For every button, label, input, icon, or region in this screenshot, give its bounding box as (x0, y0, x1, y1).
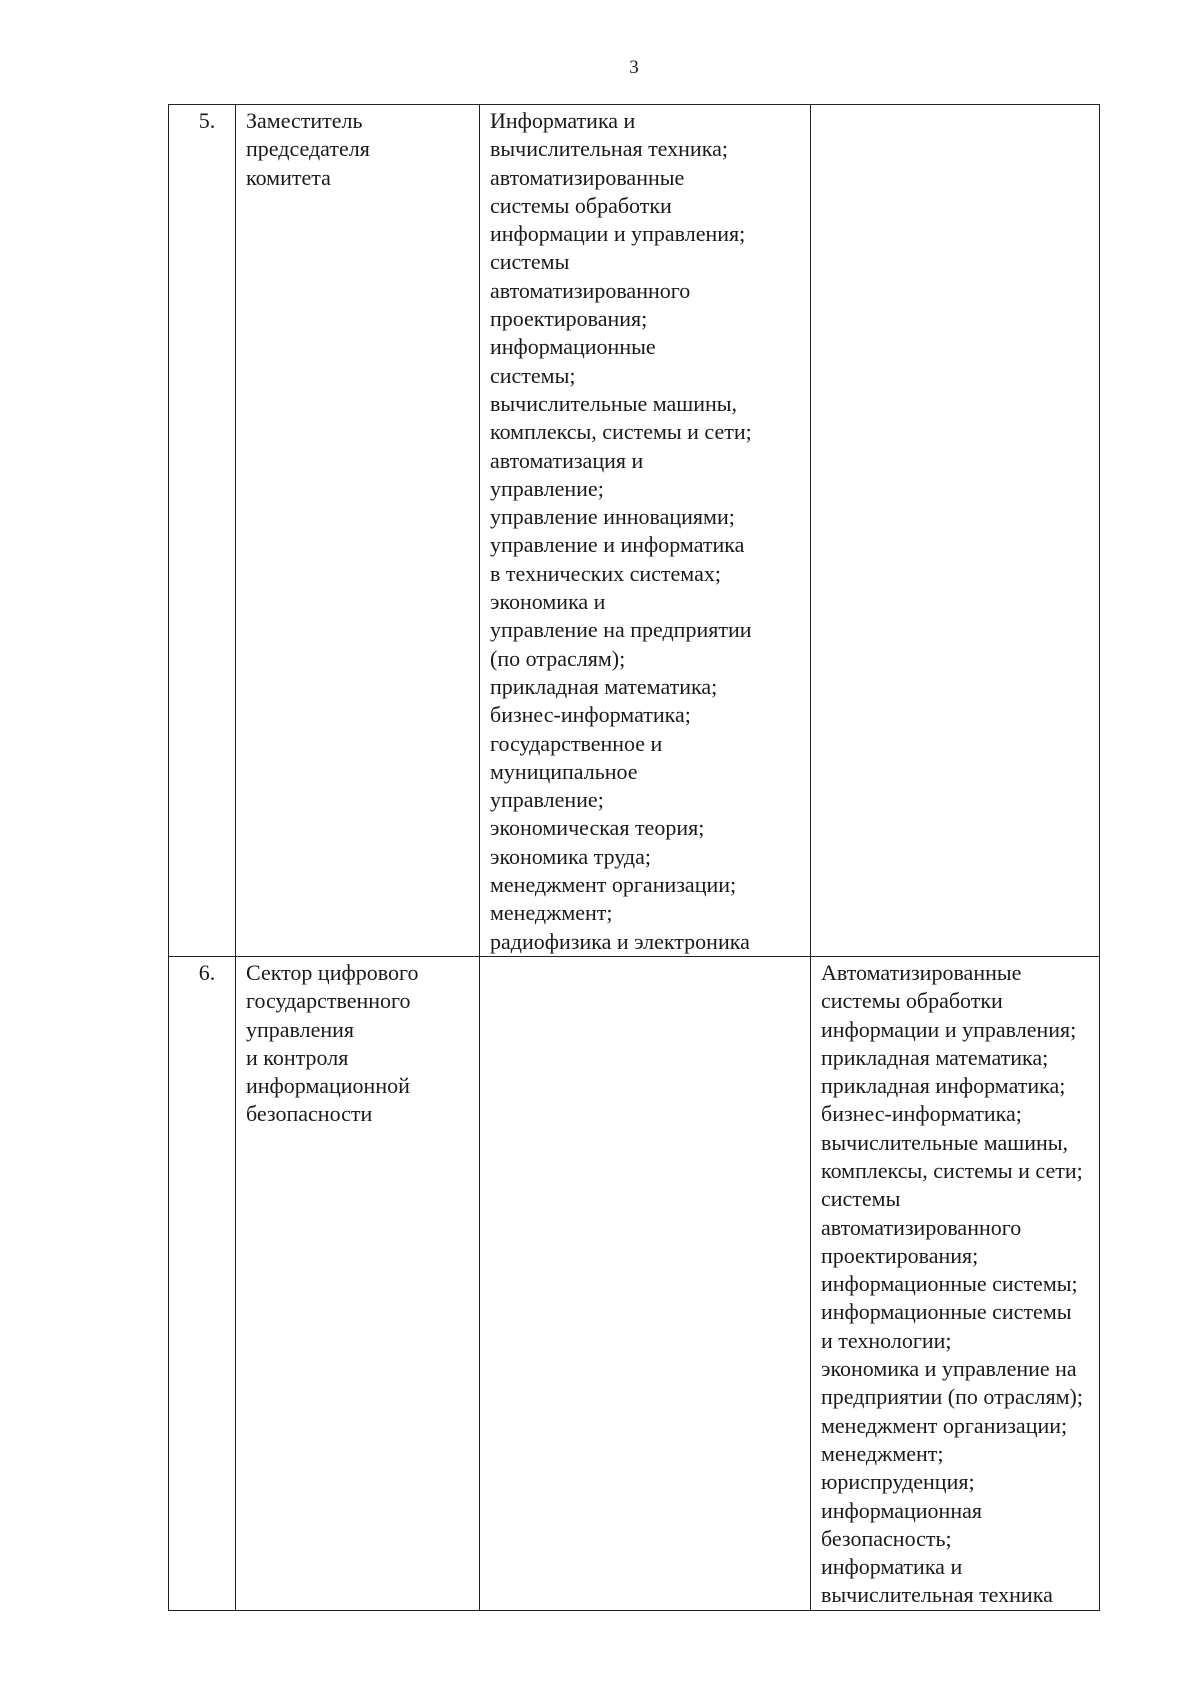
specialty-line: и технологии; (821, 1327, 952, 1353)
specialty-line: вычислительная техника; (490, 136, 728, 162)
position-line: безопасности (246, 1101, 373, 1127)
specialty-line: проектирования; (821, 1242, 979, 1268)
position-line: комитета (246, 164, 331, 190)
specialty-line: экономика труда; (490, 843, 651, 869)
specialty-line: предприятии (по отраслям); (821, 1384, 1083, 1410)
position-cell (236, 956, 480, 1610)
specialty-line: бизнес-информатика; (821, 1101, 1022, 1127)
specialty-line: экономическая теория; (490, 815, 705, 841)
specialty-line: Автоматизированные (821, 959, 1022, 985)
specialty-line: проектирования; (490, 306, 648, 332)
specialty-line: муниципальное (490, 758, 638, 784)
position-line: государственного (246, 988, 411, 1014)
specialty-line: в технических системах; (490, 560, 721, 586)
position-line: Заместитель (246, 108, 363, 133)
specialty-line: менеджмент; (490, 900, 613, 926)
specialty-line: автоматизация и (490, 447, 644, 473)
specialty-line: менеджмент организации; (821, 1412, 1068, 1438)
row-number: 6. (169, 956, 236, 1610)
specialty-line: автоматизированного (821, 1214, 1022, 1240)
specialty-line: системы; (490, 362, 576, 388)
specialty-line: информатика и (821, 1554, 963, 1580)
specialty-line: информационные (490, 334, 656, 360)
specialty-line: управление инновациями; (490, 504, 735, 530)
specialty-line: управление и информатика (490, 532, 745, 558)
page-number: 3 (629, 57, 639, 78)
position-line: Сектор цифрового (246, 959, 419, 985)
specialty-line: вычислительная техника (821, 1582, 1053, 1608)
specialty-line: системы (490, 249, 570, 275)
specialty-line: информационная (821, 1497, 982, 1523)
specialties-cell-b (811, 956, 1100, 1610)
position-line: и контроля (246, 1044, 349, 1070)
specialty-line: управление; (490, 475, 604, 501)
specialty-line: информации и управления; (490, 221, 746, 247)
specialty-line: менеджмент организации; (490, 872, 737, 898)
positions-table (168, 104, 1100, 1611)
table-row (169, 956, 1100, 1610)
table-row (169, 105, 1100, 957)
position-line: председателя (246, 136, 370, 162)
specialty-line: безопасность; (821, 1525, 952, 1551)
position-line: информационной (246, 1073, 410, 1099)
specialty-line: экономика и (490, 589, 606, 615)
row-number: 5. (169, 105, 236, 957)
specialty-line: радиофизика и электроника (490, 928, 750, 954)
specialty-line: автоматизированного (490, 277, 691, 303)
specialty-line: прикладная математика; (490, 673, 718, 699)
specialty-line: вычислительные машины, (490, 390, 738, 416)
specialty-line: юриспруденция; (821, 1469, 975, 1495)
specialty-line: менеджмент; (821, 1440, 944, 1466)
specialty-line: системы обработки (490, 192, 672, 218)
specialties-cell-a (480, 105, 811, 957)
specialty-line: информационные системы (821, 1299, 1072, 1325)
specialty-line: Информатика и (490, 108, 636, 133)
specialty-line: системы обработки (821, 988, 1003, 1014)
specialty-line: управление на предприятии (490, 617, 752, 643)
specialty-line: прикладная математика; (821, 1044, 1049, 1070)
specialty-line: бизнес-информатика; (490, 702, 691, 728)
specialty-line: (по отраслям); (490, 645, 626, 671)
specialty-line: комплексы, системы и сети; (821, 1157, 1083, 1183)
specialty-line: комплексы, системы и сети; (490, 419, 752, 445)
specialty-line: автоматизированные (490, 164, 685, 190)
specialty-line: информационные системы; (821, 1271, 1078, 1297)
specialty-line: вычислительные машины, (821, 1129, 1069, 1155)
specialties-cell-a (480, 956, 811, 1610)
position-cell (236, 105, 480, 957)
specialty-line: системы (821, 1186, 901, 1212)
specialty-line: экономика и управление на (821, 1356, 1077, 1382)
specialty-line: информации и управления; (821, 1016, 1077, 1042)
specialty-line: управление; (490, 787, 604, 813)
specialty-line: прикладная информатика; (821, 1073, 1066, 1099)
specialty-line: государственное и (490, 730, 663, 756)
specialties-cell-b (811, 105, 1100, 957)
position-line: управления (246, 1016, 355, 1042)
